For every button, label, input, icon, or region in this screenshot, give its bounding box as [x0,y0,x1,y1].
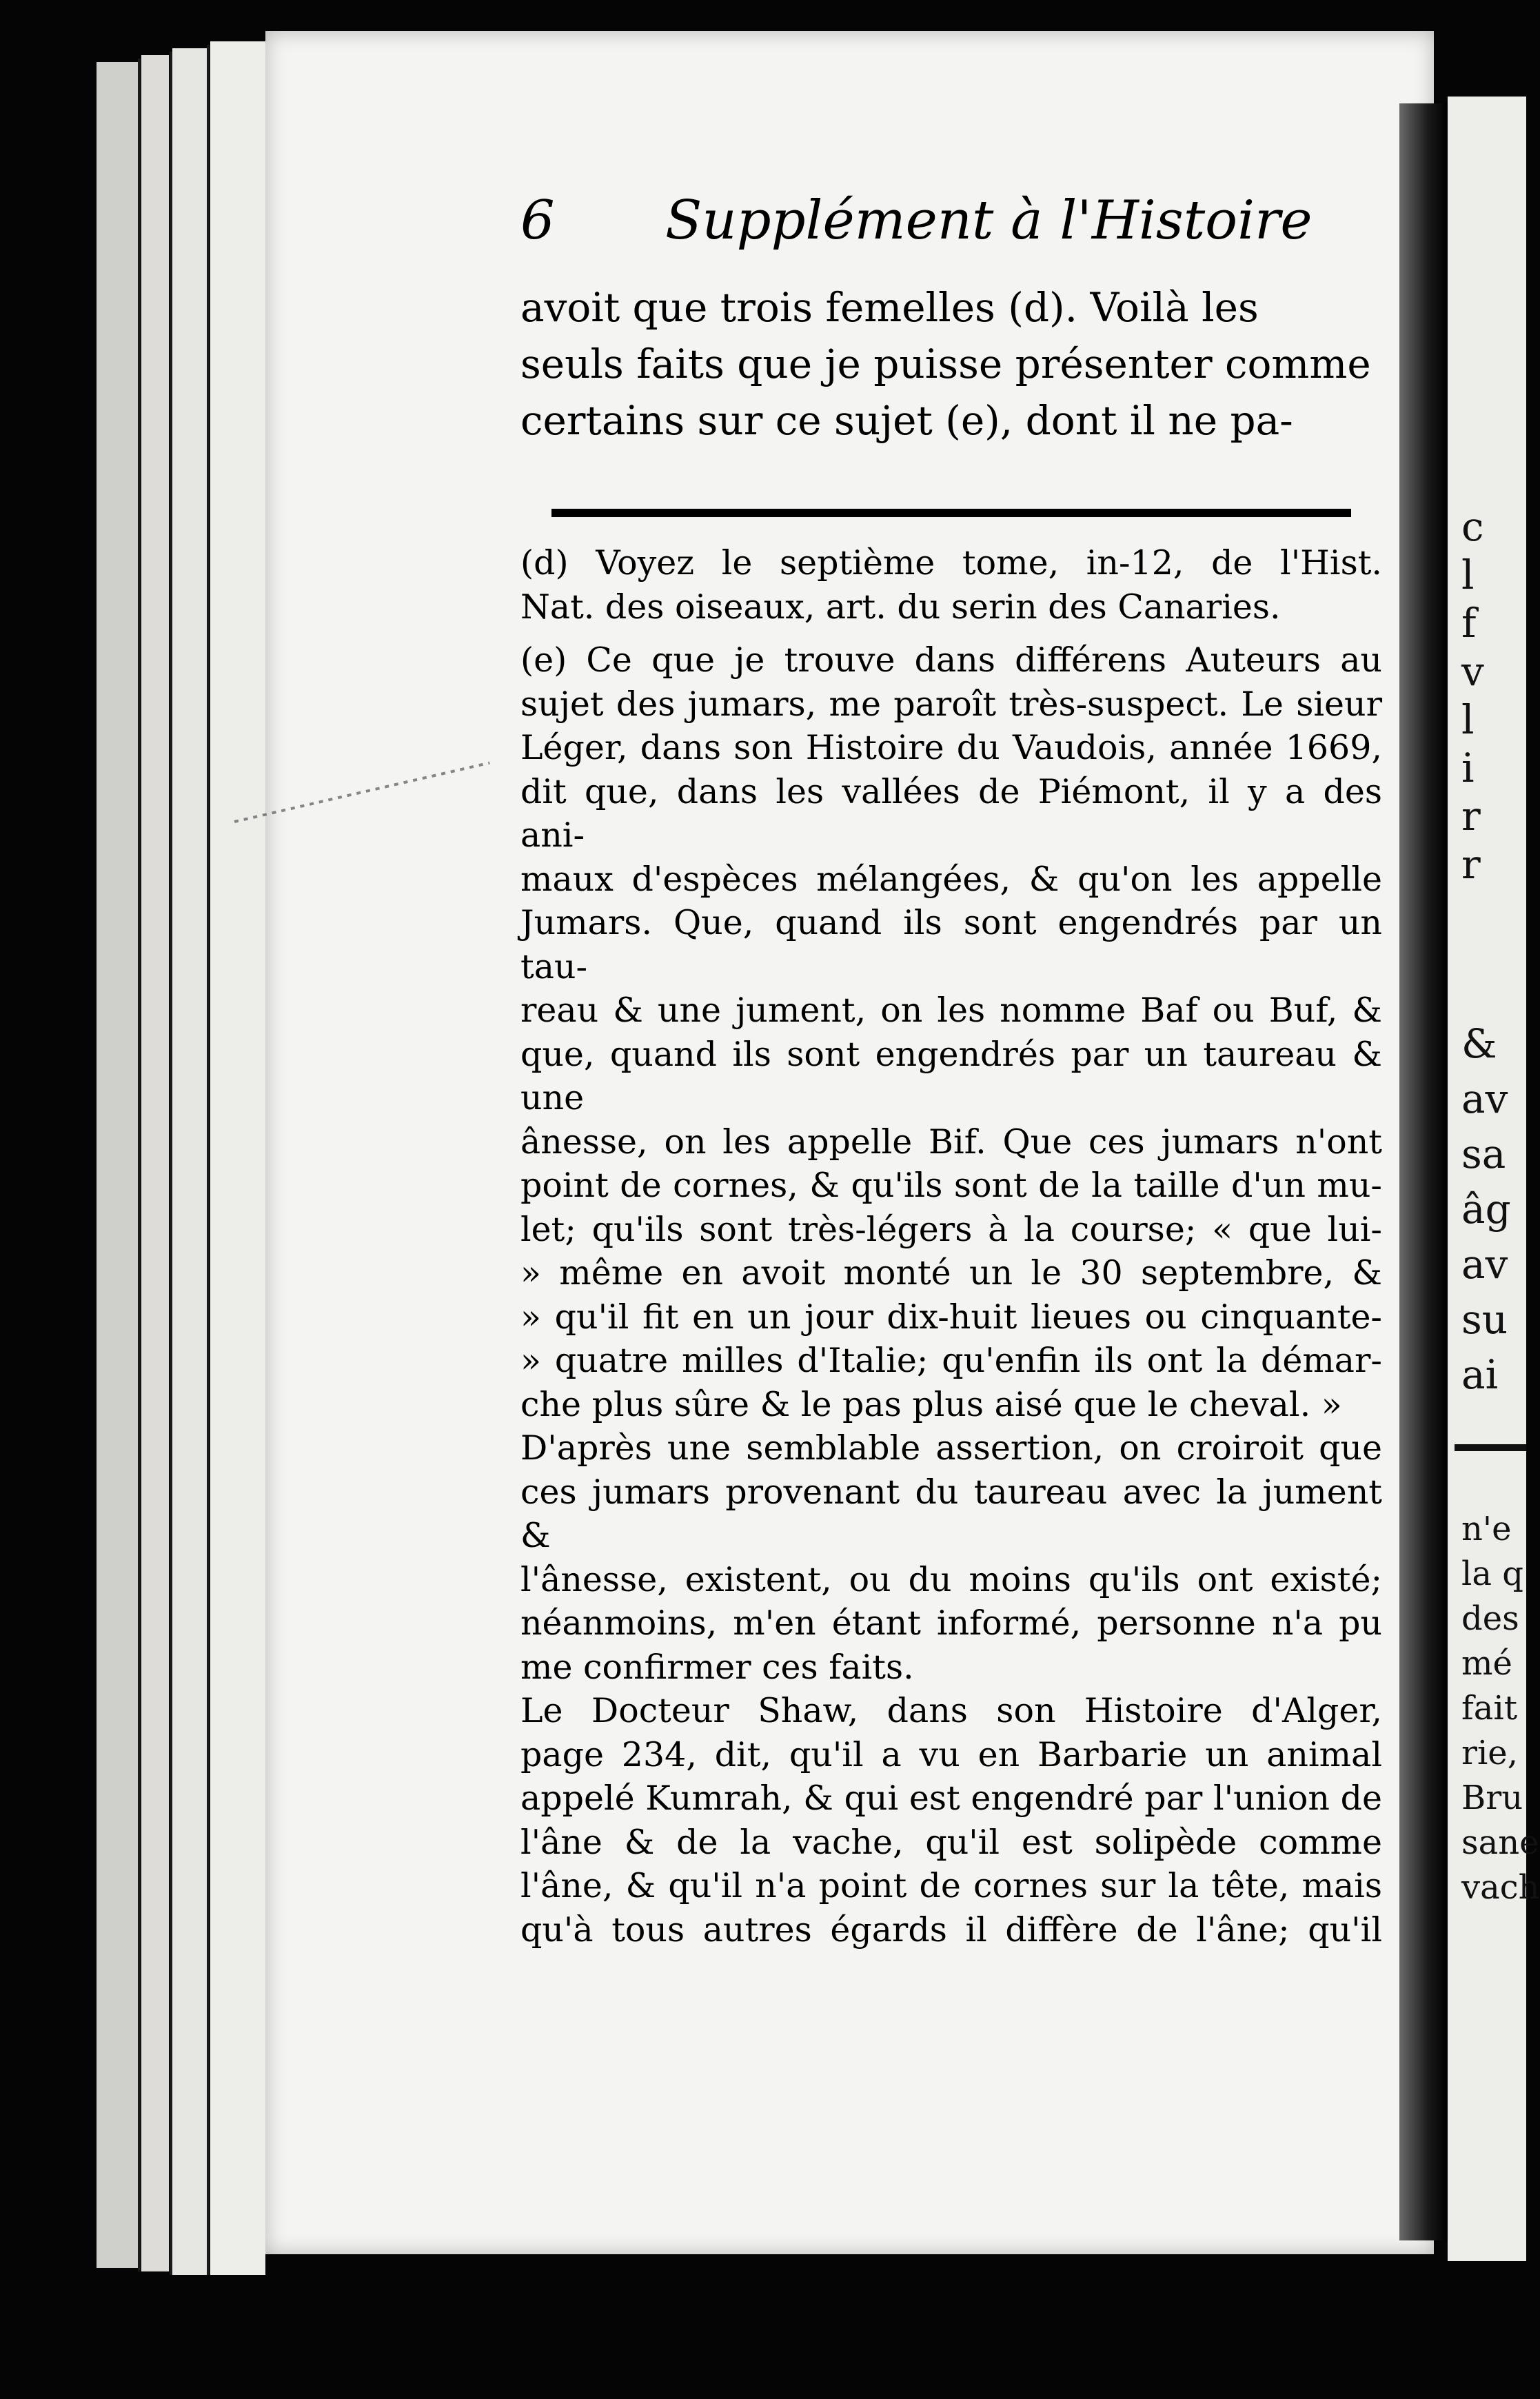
paragraph-line: Le Docteur Shaw, dans son Histoire d'Alger, [520,1691,1382,1730]
running-head [520,190,1313,265]
facing-page-fragment: r [1461,793,1481,840]
page-edge-line [138,59,141,2271]
facing-page-rule [1455,1444,1526,1451]
page-stack-edge [97,62,138,2268]
paragraph-line: ces jumars provenant du taureau avec la jument & [520,1472,1382,1555]
note-e-line: Léger, dans son Histoire du Vaudois, année 1669, [520,728,1382,767]
page-number: 6 [520,190,555,252]
paragraph-line: néanmoins, m'en étant informé, personne n'a pu [520,1603,1382,1643]
facing-page-fragment: sane [1461,1823,1539,1862]
facing-page-fragment: Bru [1461,1779,1523,1817]
note-e-line: » même en avoit monté un le 30 septembre, & [520,1253,1382,1293]
facing-page-fragment: av [1461,1241,1508,1288]
paragraph-line: l'ânesse, existent, ou du moins qu'ils ont existé; [520,1559,1382,1599]
note-e-line: sujet des jumars, me paroît très-suspect. Le sieur [520,684,1382,724]
facing-page-fragment: v [1461,648,1484,695]
facing-page-fragment: l [1461,551,1475,598]
text-line: certains sur ce sujet (e), dont il ne pa- [520,397,1293,444]
note-e-line: » quatre milles d'Italie; qu'enfin ils ont la démar- [520,1341,1382,1380]
facing-page-fragment: mé [1461,1644,1512,1683]
facing-page-fragment: vach [1461,1868,1540,1907]
facing-page-fragment: su [1461,1296,1508,1343]
paragraph-line: appelé Kumrah, & qui est engendré par l'union de [520,1779,1382,1818]
main-text [520,279,1382,449]
note-e-line: (e) Ce que je trouve dans différens Auteurs au [520,640,1382,680]
note-e-line: dit que, dans les vallées de Piémont, il y a des ani- [520,771,1382,855]
facing-page-fragment: f [1461,600,1477,647]
facing-page-fragment: n'e [1461,1510,1512,1548]
facing-page-fragment: fait [1461,1689,1518,1728]
paragraph-line: D'après une semblable assertion, on croiroit que [520,1428,1382,1468]
note-d-line: Nat. des oiseaux, art. du serin des Canaries. [520,587,1281,627]
note-e-line: maux d'espèces mélangées, & qu'on les appelle [520,859,1382,899]
book-gutter [1399,103,1448,2240]
text-line: seuls faits que je puisse présenter comme [520,341,1371,387]
facing-page-fragment: sa [1461,1131,1506,1177]
facing-page-fragment: & [1461,1020,1497,1067]
footnotes [520,541,1382,1952]
facing-page-fragment: âg [1461,1186,1511,1233]
facing-page-fragment: rie, [1461,1734,1518,1772]
facing-page-fragment: des [1461,1599,1519,1638]
facing-page-edge [1448,97,1540,2261]
note-e-line: ânesse, on les appelle Bif. Que ces jumars n'ont [520,1122,1382,1162]
paragraph-line: l'âne & de la vache, qu'il est solipède comme [520,1822,1382,1862]
page-stack-edge [210,41,265,2275]
facing-page-fragment: av [1461,1075,1508,1122]
facing-page-fragment: i [1461,745,1475,791]
page-stack-edge [141,55,169,2271]
facing-page-fragment: l [1461,696,1475,743]
note-e-line: point de cornes, & qu'ils sont de la taille d'un mu- [520,1166,1382,1205]
facing-page-fragment: la q [1461,1555,1523,1593]
note-e-line: Jumars. Que, quand ils sont engendrés par un tau- [520,903,1382,986]
page-edge-line [170,52,172,2275]
paragraph-line: qu'à tous autres égards il diffère de l'âne; qu'il [520,1910,1382,1950]
facing-page-fragment: ai [1461,1351,1499,1398]
text-line: avoit que trois femelles (d). Voilà les [520,284,1259,331]
facing-page-fragment: c [1461,503,1484,550]
note-e-line: reau & une jument, on les nomme Baf ou Buf, & [520,991,1382,1030]
note-e-line: que, quand ils sont engendrés par un taureau & une [520,1034,1382,1117]
paragraph-line: l'âne, & qu'il n'a point de cornes sur la tête, mais [520,1866,1382,1905]
footnote-rule [551,509,1351,517]
paragraph-line: page 234, dit, qu'il a vu en Barbarie un animal [520,1734,1382,1774]
note-e-line: » qu'il fit en un jour dix-huit lieues ou cinquante- [520,1297,1382,1337]
note-d-line: (d) Voyez le septième tome, in-12, de l'Hist. [520,543,1382,583]
facing-page-fragment: r [1461,841,1481,888]
paragraph-line: me confirmer ces faits. [520,1647,914,1687]
page-stack-edge [172,48,207,2275]
running-title: Supplément à l'Histoire [665,190,1313,252]
note-e-line: che plus sûre & le pas plus aisé que le cheval. » [520,1384,1342,1424]
note-e-line: let; qu'ils sont très-légers à la course; « que lui- [520,1209,1382,1249]
page-edge-line [207,45,210,2275]
